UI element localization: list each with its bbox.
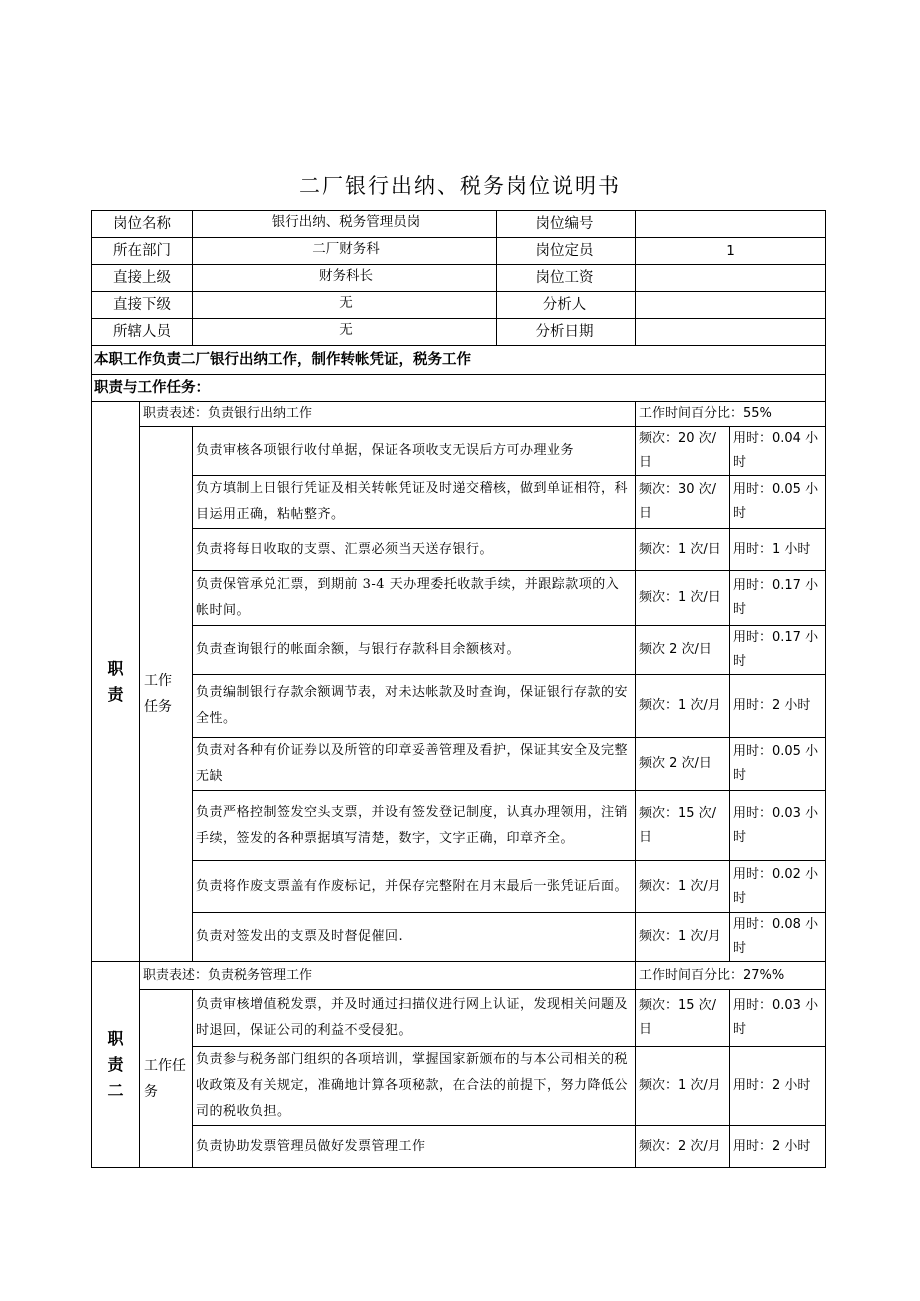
task-time: 用时：0.08 小时 bbox=[730, 913, 826, 962]
task-time: 用时：0.05 小时 bbox=[730, 476, 826, 529]
duty1-label bbox=[92, 402, 140, 962]
task-row bbox=[92, 913, 826, 962]
subordinate-label: 直接下级 bbox=[92, 292, 193, 319]
duty2-task-label-text: 工作任务 bbox=[144, 1057, 186, 1100]
task-time: 用时：2 小时 bbox=[730, 1047, 826, 1126]
staff-text: 无 bbox=[339, 322, 353, 338]
job-description-table bbox=[91, 210, 826, 1168]
superior-label: 直接上级 bbox=[92, 265, 193, 292]
task-text: 负责审核增值税发票，并及时通过扫描仪进行网上认证，发现相关问题及时退回，保证公司的利益不受侵犯。 bbox=[193, 990, 636, 1047]
task-time: 用时：0.04 小时 bbox=[730, 427, 826, 476]
salary-value bbox=[636, 265, 826, 292]
task-time: 用时：2 小时 bbox=[730, 1126, 826, 1168]
quota-value: 1 bbox=[636, 238, 826, 265]
dept-label: 所在部门 bbox=[92, 238, 193, 265]
task-text: 负责审核各项银行收付单据，保证各项收支无误后方可办理业务 bbox=[193, 427, 636, 476]
task-freq: 频次 2 次/日 bbox=[636, 626, 730, 675]
task-text: 负责保管承兑汇票，到期前 3-4 天办理委托收款手续，并跟踪款项的入帐时间。 bbox=[193, 571, 636, 626]
task-freq: 频次：2 次/月 bbox=[636, 1126, 730, 1168]
duty2-desc: 职责表述：负责税务管理工作 bbox=[140, 962, 636, 990]
task-row bbox=[92, 427, 826, 476]
task-freq: 频次：15 次/日 bbox=[636, 791, 730, 861]
analyst-value bbox=[636, 292, 826, 319]
task-time: 用时：0.05 小时 bbox=[730, 738, 826, 791]
task-row bbox=[92, 738, 826, 791]
task-freq: 频次：20 次/日 bbox=[636, 427, 730, 476]
task-text: 负责将作废支票盖有作废标记，并保存完整附在月末最后一张凭证后面。 bbox=[193, 861, 636, 913]
post-no-value bbox=[636, 211, 826, 238]
duty1-label-text: 职责 bbox=[107, 658, 124, 704]
task-row bbox=[92, 1047, 826, 1126]
post-name-value bbox=[193, 211, 636, 238]
duty1-desc: 职责表述：负责银行出纳工作 bbox=[140, 402, 636, 427]
task-text: 负责对签发出的支票及时督促催回. bbox=[193, 913, 636, 962]
duty2-label-text: 职责二 bbox=[107, 1028, 124, 1100]
task-text: 负责将每日收取的支票、汇票必须当天送存银行。 bbox=[193, 529, 636, 571]
duty1-task-label bbox=[140, 427, 193, 962]
analysis-date-value bbox=[636, 319, 826, 346]
quota-label: 岗位定员 bbox=[496, 238, 632, 264]
duty2-label bbox=[92, 962, 140, 1168]
task-text: 负责协助发票管理员做好发票管理工作 bbox=[193, 1126, 636, 1168]
task-row bbox=[92, 861, 826, 913]
analysis-date-label: 分析日期 bbox=[496, 319, 632, 345]
task-time: 用时：0.17 小时 bbox=[730, 571, 826, 626]
task-text: 负责查询银行的帐面余额，与银行存款科目余额核对。 bbox=[193, 626, 636, 675]
post-no-label: 岗位编号 bbox=[496, 211, 632, 237]
task-time: 用时：0.03 小时 bbox=[730, 791, 826, 861]
task-row bbox=[92, 791, 826, 861]
duty1-task-label-text: 工作任务 bbox=[144, 673, 172, 715]
duty2-time-pct: 工作时间百分比：27%% bbox=[636, 962, 826, 990]
task-time: 用时：2 小时 bbox=[730, 675, 826, 738]
task-time: 用时：0.03 小时 bbox=[730, 990, 826, 1047]
task-time: 用时：0.02 小时 bbox=[730, 861, 826, 913]
task-text: 负责对各种有价证券以及所管的印章妥善管理及看护，保证其安全及完整无缺 bbox=[193, 738, 636, 791]
task-text: 负责编制银行存款余额调节表，对未达帐款及时查询，保证银行存款的安全性。 bbox=[193, 675, 636, 738]
info-row bbox=[92, 292, 826, 319]
duties-heading: 职责与工作任务： bbox=[92, 375, 826, 402]
task-freq: 频次：1 次/日 bbox=[636, 571, 730, 626]
task-row bbox=[92, 529, 826, 571]
task-text: 负责严格控制签发空头支票，并设有签发登记制度，认真办理领用，注销手续，签发的各种票据填写清楚，数字，文字正确，印章齐全。 bbox=[193, 791, 636, 861]
summary-text: 本职工作负责二厂银行出纳工作，制作转帐凭证，税务工作 bbox=[92, 346, 826, 375]
analyst-label: 分析人 bbox=[496, 292, 632, 318]
salary-label: 岗位工资 bbox=[496, 265, 632, 291]
subordinate-text: 无 bbox=[339, 295, 353, 311]
task-freq: 频次：1 次/日 bbox=[636, 529, 730, 571]
staff-label: 所辖人员 bbox=[92, 319, 193, 346]
summary-row bbox=[92, 346, 826, 375]
duty2-task-label bbox=[140, 990, 193, 1168]
dept-value bbox=[193, 238, 636, 265]
superior-text: 财务科长 bbox=[319, 268, 373, 284]
subordinate-value bbox=[193, 292, 636, 319]
task-text: 负方填制上日银行凭证及相关转帐凭证及时递交稽核，做到单证相符，科目运用正确，粘帖整齐。 bbox=[193, 476, 636, 529]
duty1-time-pct: 工作时间百分比：55% bbox=[636, 402, 826, 427]
task-row bbox=[92, 476, 826, 529]
duty2-desc-row bbox=[92, 962, 826, 990]
task-row bbox=[92, 675, 826, 738]
task-row bbox=[92, 1126, 826, 1168]
task-freq: 频次 2 次/日 bbox=[636, 738, 730, 791]
task-freq: 频次：30 次/日 bbox=[636, 476, 730, 529]
task-time: 用时：1 小时 bbox=[730, 529, 826, 571]
info-row bbox=[92, 319, 826, 346]
task-time: 用时：0.17 小时 bbox=[730, 626, 826, 675]
document-title: 二厂银行出纳、税务岗位说明书 bbox=[299, 174, 621, 198]
info-row bbox=[92, 238, 826, 265]
info-row bbox=[92, 211, 826, 238]
task-row bbox=[92, 990, 826, 1047]
info-row bbox=[92, 265, 826, 292]
post-name-label: 岗位名称 bbox=[92, 211, 193, 238]
task-text: 负责参与税务部门组织的各项培训，掌握国家新颁布的与本公司相关的税收政策及有关规定，准确地计算各项秘款，在合法的前提下，努力降低公司的税收负担。 bbox=[193, 1047, 636, 1126]
post-name-text: 银行出纳、税务管理员岗 bbox=[271, 214, 421, 230]
task-freq: 频次：1 次/月 bbox=[636, 675, 730, 738]
task-row bbox=[92, 571, 826, 626]
duty1-desc-row bbox=[92, 402, 826, 427]
dept-text: 二厂财务科 bbox=[312, 241, 380, 257]
task-freq: 频次：1 次/月 bbox=[636, 861, 730, 913]
task-freq: 频次：1 次/月 bbox=[636, 1047, 730, 1126]
task-row bbox=[92, 626, 826, 675]
task-freq: 频次：15 次/日 bbox=[636, 990, 730, 1047]
staff-value bbox=[193, 319, 636, 346]
superior-value bbox=[193, 265, 636, 292]
duties-heading-row bbox=[92, 375, 826, 402]
task-freq: 频次：1 次/月 bbox=[636, 913, 730, 962]
